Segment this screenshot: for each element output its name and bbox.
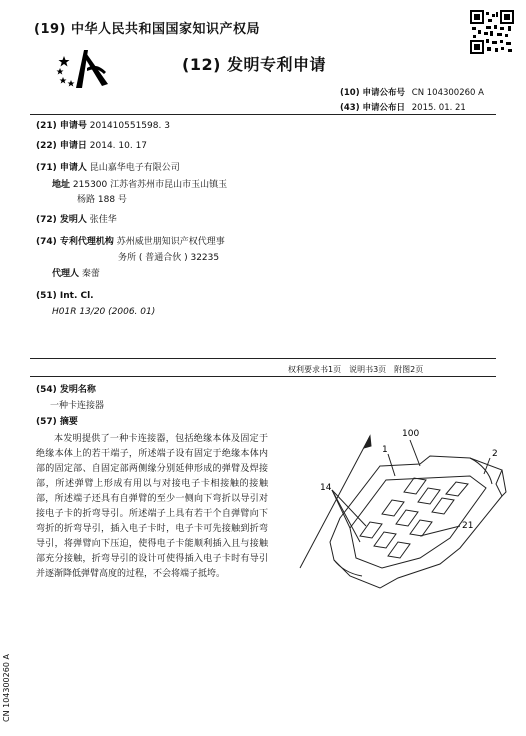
int-cl-label (36, 290, 94, 302)
publication-number-row (340, 86, 484, 98)
cnipa-logo-icon (54, 44, 112, 90)
address (52, 179, 227, 191)
inventor-value: 张佳华 (89, 215, 117, 225)
pub-date: 2015. 01. 21 (411, 103, 466, 113)
address-label: 地址 (52, 180, 71, 190)
qr-code-icon (470, 10, 514, 54)
intcl-label-text: (51) Int. Cl. (36, 291, 94, 301)
applicant (36, 162, 180, 174)
connector-figure (270, 418, 520, 608)
document-type: (12) 发明专利申请 (182, 55, 326, 74)
app-date-label: (22) 申请日 (36, 141, 87, 151)
page-counts: 权利要求书1页 说明书3页 附图2页 (288, 365, 424, 374)
ref-2: 2 (492, 449, 498, 459)
agent (52, 268, 100, 280)
int-cl-value: H01R 13/20 (2006. 01) (52, 307, 156, 317)
agent-value: 秦蕾 (81, 269, 100, 279)
ref-14: 14 (320, 483, 332, 493)
pub-number-label: (10) 申请公布号 (340, 88, 406, 98)
agency-line1: 苏州威世朋知识产权代理事 (116, 237, 225, 247)
ref-21: 21 (462, 521, 474, 531)
app-no-value: 201410551598. 3 (89, 121, 170, 131)
application-number (36, 120, 170, 132)
title-label: (54) 发明名称 (36, 385, 96, 395)
biblio-divider (30, 358, 496, 359)
address-line1: 215300 江苏省苏州市昆山市玉山镇玉 (72, 180, 228, 190)
pub-number: CN 104300260 A (411, 88, 484, 98)
patent-agency (36, 236, 225, 248)
app-no-label: (21) 申请号 (36, 121, 87, 131)
abstract-body (36, 432, 268, 582)
agency-label: (74) 专利代理机构 (36, 237, 114, 247)
pub-date-label: (43) 申请公布日 (340, 103, 406, 113)
office-name: (19) 中华人民共和国国家知识产权局 (34, 22, 260, 37)
agent-label: 代理人 (52, 269, 80, 279)
publication-date-row (340, 101, 466, 113)
applicant-value: 昆山嘉华电子有限公司 (89, 163, 180, 173)
header-divider (30, 114, 496, 115)
invention-title: 一种卡连接器 (50, 401, 105, 411)
counts-divider (30, 376, 496, 377)
app-date-value: 2014. 10. 17 (89, 141, 148, 151)
ref-1: 1 (382, 445, 388, 455)
abstract-text: 本发明提供了一种卡连接器，包括绝缘本体及固定于绝缘本体上的若干端子，所述端子设有固定于绝缘本体内部的固定部、自固定部两侧缘分别延伸形成的弹臂及焊接部，所述弹臂上形成有用以与对接电子卡相接触的接触部，所述端子还具有自弹臂的至少一侧向下弯折以导引对接电子卡的折弯导引。所述端子上具有若干个自弹臂向下弯折的折弯导引，插入电子卡时，电子卡可先接触到折弯导引，将弹臂向下压迫，使得电子卡能顺利插入且与接触部充分接触，折弯导引的设计可使得插入电子卡时有导引并逐渐降低弹臂高度的过程，不会将端子抵垮。 (36, 434, 268, 579)
abstract-label: (57) 摘要 (36, 417, 78, 427)
applicant-label: (71) 申请人 (36, 163, 87, 173)
inventor (36, 214, 117, 226)
application-date (36, 140, 147, 152)
agency-line2: 务所 ( 普通合伙 ) 32235 (118, 253, 220, 263)
address-line2: 杨路 188 号 (77, 195, 127, 205)
ref-100: 100 (402, 429, 420, 439)
side-publication-number: CN 104300260 A (2, 654, 11, 722)
inventor-label: (72) 发明人 (36, 215, 87, 225)
